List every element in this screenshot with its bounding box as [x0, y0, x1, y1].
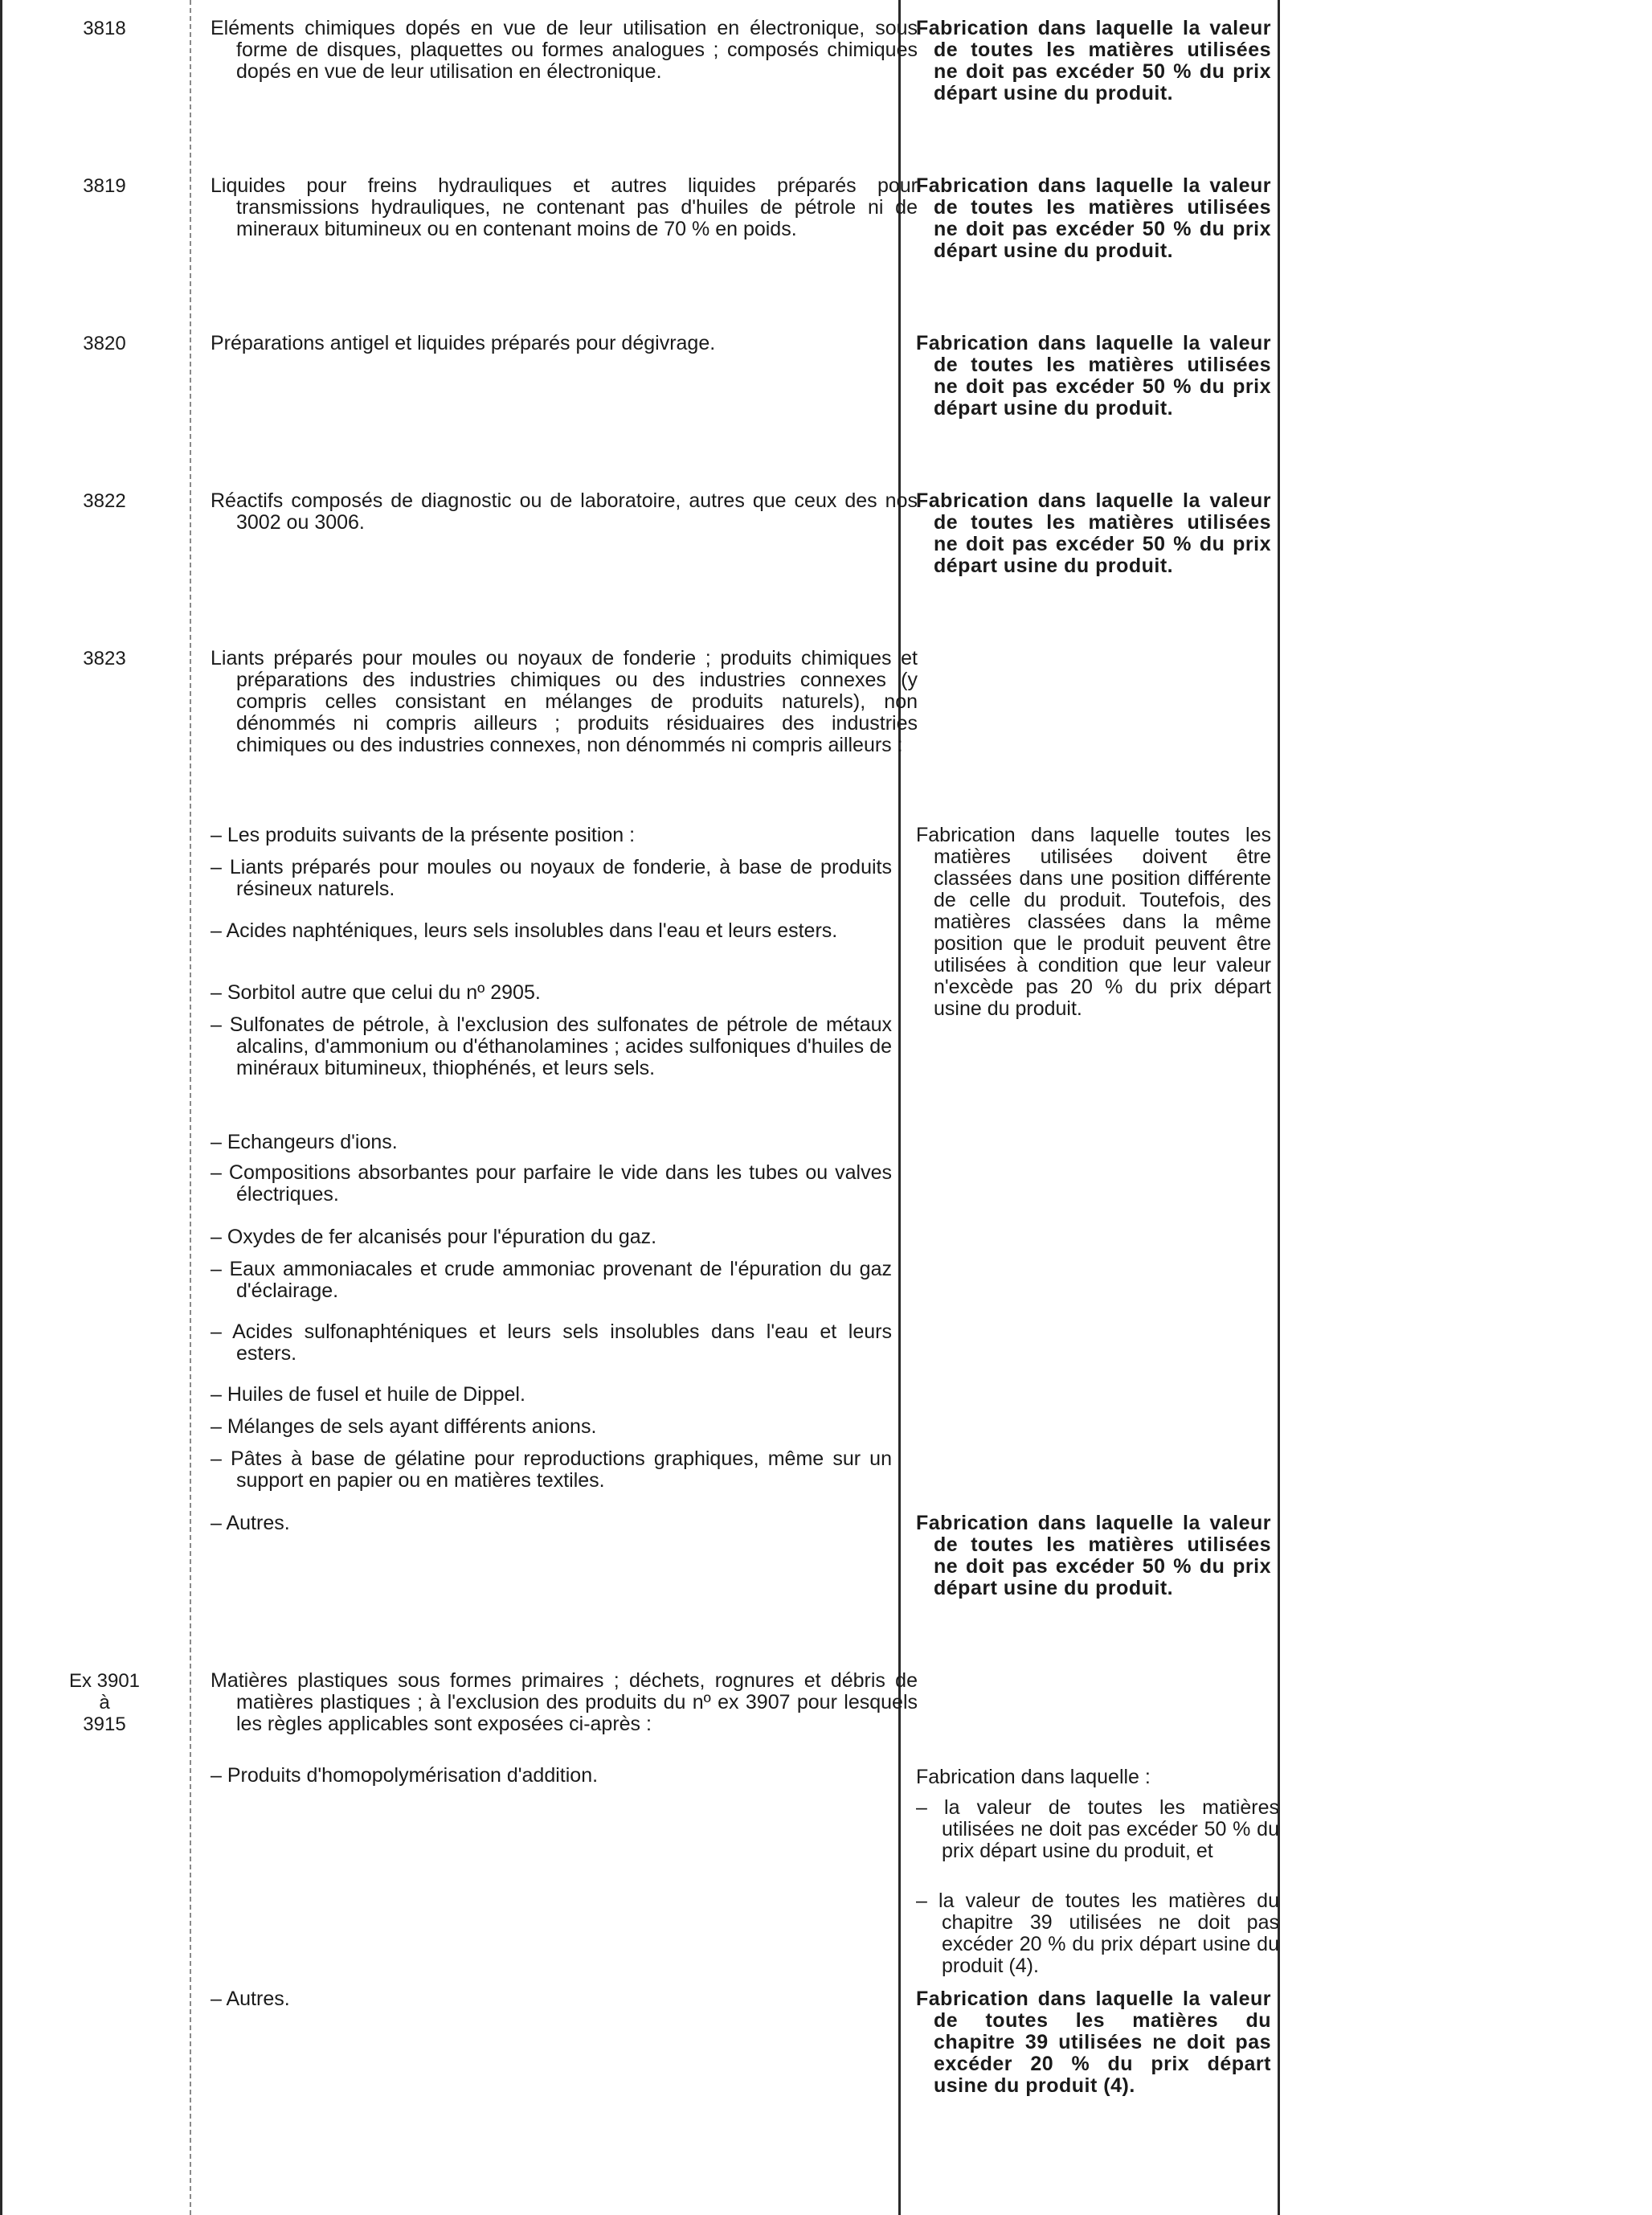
origin-rule-intro: Fabrication dans laquelle : — [916, 1766, 1151, 1788]
origin-rule-bullet: – la valeur de toutes les matières utilisées ne doit pas excéder 50 % du prix départ usine du produit, et — [916, 1796, 1279, 1862]
list-item: – Autres. — [211, 1988, 290, 2010]
list-item: – Sulfonates de pétrole, à l'exclusion des sulfonates de pétrole de métaux alcalins, d'ammonium ou d'éthanolamines ; acides sulfoniques d'huiles de minéraux bitumineux, thiophénés, et leurs sels. — [211, 1013, 892, 1079]
column-divider-code — [190, 0, 191, 2215]
origin-rule: Fabrication dans laquelle la valeur de toutes les matières utilisées ne doit pas excéder 50 % du prix départ usine du produit. — [916, 489, 1271, 577]
origin-rule: Fabrication dans laquelle la valeur de toutes les matières utilisées ne doit pas excéder 50 % du prix départ usine du produit. — [916, 174, 1271, 262]
list-item: – Oxydes de fer alcanisés pour l'épuration du gaz. — [211, 1226, 657, 1248]
list-item: – Huiles de fusel et huile de Dippel. — [211, 1383, 525, 1406]
list-item: – Eaux ammoniacales et crude ammoniac provenant de l'épuration du gaz d'éclairage. — [211, 1258, 892, 1302]
tariff-code: 3818 — [83, 18, 126, 39]
list-item: – Produits d'homopolymérisation d'addition. — [211, 1764, 599, 1787]
tariff-code-line: à — [99, 1692, 110, 1713]
list-item: – Mélanges de sels ayant différents anions. — [211, 1415, 597, 1438]
origin-rule: Fabrication dans laquelle la valeur de toutes les matières utilisées ne doit pas excéder 50 % du prix départ usine du produit. — [916, 1512, 1271, 1599]
product-description: Matières plastiques sous formes primaires ; déchets, rognures et débris de matières plastiques ; à l'exclusion des produits du nº ex 3907 pour lesquels les règles applicables sont exposées ci-après : — [211, 1669, 918, 1735]
product-description: Liquides pour freins hydrauliques et autres liquides préparés pour transmissions hydrauliques, ne contenant pas d'huiles de pétrole ni de mineraux bitumineux ou en contenant moins de 70 % en poids. — [211, 174, 918, 240]
column-divider-rule — [1278, 0, 1280, 2215]
product-description: Liants préparés pour moules ou noyaux de fonderie ; produits chimiques et préparations des industries chimiques ou des industries connexes (y compris celles consistant en mélanges de produits naturels), non dénommés ni compris ailleurs ; produits résiduaires des industries chimiques ou des industries connexes, non dénommés ni compris ailleurs : — [211, 647, 918, 756]
origin-rule-bullet: – la valeur de toutes les matières du chapitre 39 utilisées ne doit pas excéder 20 % du prix départ usine du produit (4). — [916, 1890, 1279, 1977]
origin-rule: Fabrication dans laquelle la valeur de toutes les matières utilisées ne doit pas excéder 50 % du prix départ usine du produit. — [916, 17, 1271, 104]
tariff-code — [24, 1670, 185, 1735]
tariff-code-line: Ex 3901 — [68, 1670, 141, 1692]
list-item: – Les produits suivants de la présente position : — [211, 824, 636, 846]
list-item: – Acides naphténiques, leurs sels insolubles dans l'eau et leurs esters. — [211, 919, 838, 942]
list-item: – Sorbitol autre que celui du nº 2905. — [211, 981, 541, 1004]
origin-rule: Fabrication dans laquelle la valeur de toutes les matières du chapitre 39 utilisées ne doit pas excéder 20 % du prix départ usine du produit (4). — [916, 1988, 1271, 2097]
list-item: – Pâtes à base de gélatine pour reproductions graphiques, même sur un support en papier ou en matières textiles. — [211, 1447, 892, 1492]
tariff-code: 3820 — [83, 333, 126, 354]
table-border-left — [0, 0, 2, 2215]
list-item: – Acides sulfonaphténiques et leurs sels insolubles dans l'eau et leurs esters. — [211, 1320, 892, 1365]
origin-rule: Fabrication dans laquelle toutes les matières utilisées doivent être classées dans une position différente de celle du produit. Toutefois, des matières classées dans la même position que le produit peuvent être utilisées à condition que leur valeur n'excède pas 20 % du prix départ usine du produit. — [916, 824, 1271, 1020]
list-item: – Liants préparés pour moules ou noyaux de fonderie, à base de produits résineux naturels. — [211, 856, 892, 900]
tariff-code-line: 3915 — [83, 1713, 126, 1735]
tariff-code: 3819 — [83, 175, 126, 197]
product-description: Eléments chimiques dopés en vue de leur utilisation en électronique, sous forme de disques, plaquettes ou formes analogues ; composés chimiques dopés en vue de leur utilisation en électronique. — [211, 17, 918, 83]
product-description: Préparations antigel et liquides préparés pour dégivrage. — [211, 332, 716, 354]
product-description: Réactifs composés de diagnostic ou de laboratoire, autres que ceux des nos 3002 ou 3006. — [211, 489, 918, 534]
list-item: – Echangeurs d'ions. — [211, 1131, 398, 1153]
list-item: – Autres. — [211, 1512, 290, 1534]
list-item: – Compositions absorbantes pour parfaire le vide dans les tubes ou valves électriques. — [211, 1161, 892, 1206]
origin-rule: Fabrication dans laquelle la valeur de toutes les matières utilisées ne doit pas excéder 50 % du prix départ usine du produit. — [916, 332, 1271, 420]
tariff-code: 3822 — [83, 490, 126, 512]
tariff-code: 3823 — [83, 648, 126, 669]
